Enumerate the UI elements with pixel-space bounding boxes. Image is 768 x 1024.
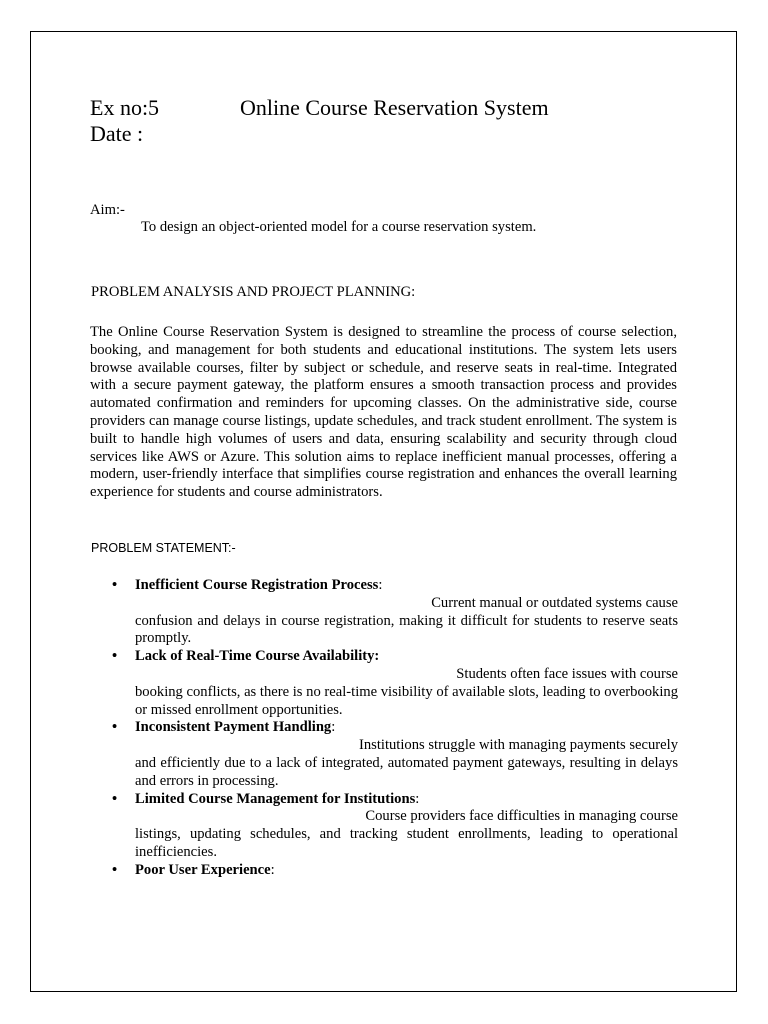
list-item (112, 648, 678, 719)
list-item (112, 577, 678, 648)
item-text: confusion and delays in course registration, making it difficult for students to reserve seats promptly. (135, 612, 678, 647)
item-first-line: Students often face issues with course (456, 665, 678, 682)
item-first-line: Institutions struggle with managing payments securely (359, 737, 678, 754)
item-title-line (135, 791, 678, 809)
item-colon: : (270, 861, 275, 878)
aim-text: To design an object-oriented model for a course reservation system. (141, 219, 537, 235)
date-label: Date : (90, 121, 144, 146)
item-colon: : (378, 577, 383, 593)
problem-list (112, 577, 678, 880)
bullet-icon: • (112, 719, 118, 736)
list-item (112, 791, 678, 862)
document-title: Online Course Reservation System (240, 95, 549, 120)
bullet-icon: • (112, 861, 118, 878)
exercise-number: Ex no:5 (90, 95, 160, 120)
bullet-icon: • (112, 577, 118, 593)
bullet-icon: • (112, 648, 118, 665)
bullet-icon: • (112, 790, 118, 807)
item-title-line (135, 648, 678, 666)
problem-statement-heading: PROBLEM STATEMENT:- (91, 541, 236, 555)
item-title: Inefficient Course Registration Process (135, 577, 379, 593)
item-first-line: Current manual or outdated systems cause (431, 594, 678, 611)
item-title-line (135, 719, 678, 737)
item-title-line (135, 577, 678, 595)
item-text: booking conflicts, as there is no real-time visibility of available slots, leading to overbooking or missed enrollment opportunities. (135, 683, 678, 718)
item-colon: : (331, 719, 336, 736)
item-title-line (135, 862, 678, 880)
analysis-paragraph: The Online Course Reservation System is designed to streamline the process of course selection, booking, and management for both students and educational institutions. The system lets users browse available courses, filter by subject or schedule, and reserve seats in real-time. Integrated with a secure payment gateway, the platform ensures a smooth transaction process and provides automated confirmation and reminders for upcoming classes. On the administrative side, course providers can manage course listings, update schedules, and track student enrollment. The system is built to handle high volumes of users and data, ensuring scalability and security through cloud services like AWS or Azure. This solution aims to replace inefficient manual processes, offering a modern, user-friendly interface that simplifies course registration and enhances the overall learning experience for students and course administrators. (90, 324, 677, 501)
analysis-heading: PROBLEM ANALYSIS AND PROJECT PLANNING: (91, 284, 416, 300)
item-text: and efficiently due to a lack of integrated, automated payment gateways, resulting in delays and errors in processing. (135, 754, 678, 789)
list-item (112, 862, 678, 880)
list-item (112, 719, 678, 790)
item-text: listings, updating schedules, and tracking student enrollments, leading to operational inefficiencies. (135, 826, 678, 860)
item-title: Limited Course Management for Institutions (135, 790, 416, 807)
item-title: Poor User Experience (135, 861, 271, 878)
item-title: Inconsistent Payment Handling (135, 719, 332, 736)
item-title: Lack of Real-Time Course Availability: (135, 648, 380, 665)
aim-label: Aim:- (90, 202, 125, 218)
item-first-line: Course providers face difficulties in managing course (365, 808, 678, 825)
item-colon: : (415, 790, 420, 807)
